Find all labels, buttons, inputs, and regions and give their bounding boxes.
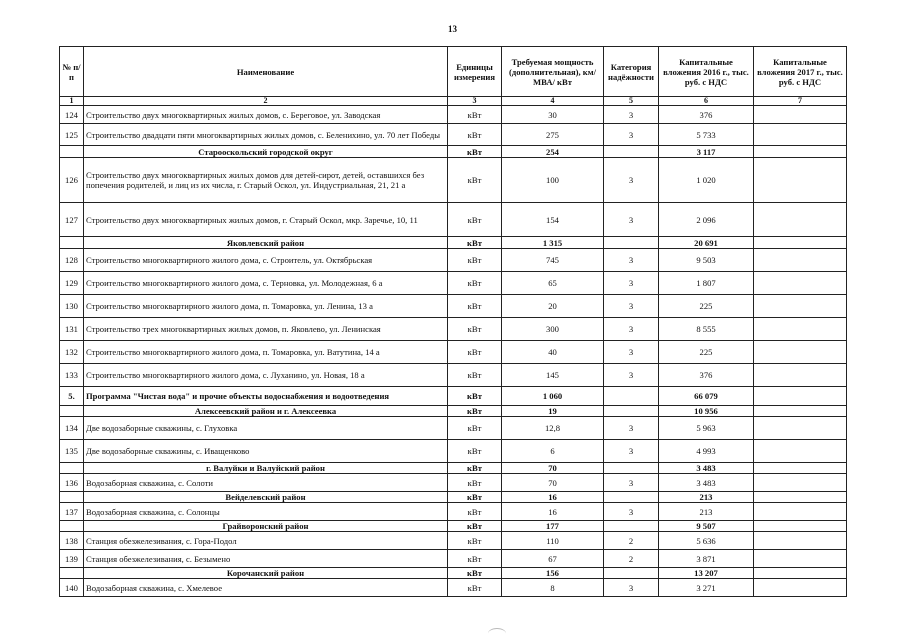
header-cap-2017: Капитальные вложения 2017 г., тыс. руб. с НДС	[754, 47, 847, 97]
row-cap-2016: 376	[659, 106, 754, 124]
header-cap-2016: Капитальные вложения 2016 г., тыс. руб. с НДС	[659, 47, 754, 97]
row-cap-2017	[754, 158, 847, 203]
row-power: 1 060	[502, 387, 604, 406]
table-row	[60, 440, 847, 463]
row-category: 3	[604, 158, 659, 203]
row-name: Строительство многоквартирного жилого дома, с. Терновка, ул. Молодежная, 6 а	[84, 272, 448, 295]
row-unit: кВт	[448, 203, 502, 237]
table-row	[60, 532, 847, 550]
row-unit: кВт	[448, 124, 502, 146]
row-number: 126	[60, 158, 84, 203]
row-name: Строительство двух многоквартирных жилых домов, с. Береговое, ул. Заводская	[84, 106, 448, 124]
row-cap-2016: 1 020	[659, 158, 754, 203]
row-power: 19	[502, 406, 604, 417]
row-number	[60, 568, 84, 579]
row-name: Строительство многоквартирного жилого дома, п. Томаровка, ул. Ленина, 13 а	[84, 295, 448, 318]
row-number	[60, 492, 84, 503]
row-name: Строительство трех многоквартирных жилых домов, п. Яковлево, ул. Ленинская	[84, 318, 448, 341]
row-cap-2016: 3 483	[659, 463, 754, 474]
row-name: Две водозаборные скважины, с. Глуховка	[84, 417, 448, 440]
row-name: Строительство многоквартирного жилого дома, с. Строитель, ул. Октябрьская	[84, 249, 448, 272]
row-power: 65	[502, 272, 604, 295]
row-name: Старооскольский городской округ	[84, 146, 448, 158]
row-power: 1 315	[502, 237, 604, 249]
row-cap-2016: 20 691	[659, 237, 754, 249]
row-unit: кВт	[448, 249, 502, 272]
row-unit: кВт	[448, 532, 502, 550]
row-name: Строительство двадцати пяти многоквартирных жилых домов, с. Беленихино, ул. 70 лет Победы	[84, 124, 448, 146]
row-cap-2016: 225	[659, 295, 754, 318]
row-number: 132	[60, 341, 84, 364]
row-cap-2017	[754, 579, 847, 597]
row-category: 3	[604, 318, 659, 341]
row-power: 8	[502, 579, 604, 597]
row-number: 131	[60, 318, 84, 341]
page-number: 13	[448, 24, 457, 34]
row-power: 177	[502, 521, 604, 532]
table-row	[60, 550, 847, 568]
table-row	[60, 158, 847, 203]
investment-table	[59, 46, 847, 597]
row-category: 3	[604, 474, 659, 492]
row-name: Алексеевский район и г. Алексеевка	[84, 406, 448, 417]
row-category: 3	[604, 503, 659, 521]
row-name: г. Валуйки и Валуйский район	[84, 463, 448, 474]
row-cap-2016: 4 993	[659, 440, 754, 463]
table-row	[60, 106, 847, 124]
row-power: 156	[502, 568, 604, 579]
row-power: 16	[502, 503, 604, 521]
row-unit: кВт	[448, 521, 502, 532]
row-number: 135	[60, 440, 84, 463]
row-cap-2016: 3 117	[659, 146, 754, 158]
row-cap-2017	[754, 503, 847, 521]
row-unit: кВт	[448, 146, 502, 158]
row-number: 134	[60, 417, 84, 440]
row-category: 2	[604, 550, 659, 568]
row-cap-2017	[754, 417, 847, 440]
row-power: 12,8	[502, 417, 604, 440]
row-cap-2016: 13 207	[659, 568, 754, 579]
row-number: 140	[60, 579, 84, 597]
row-cap-2016: 2 096	[659, 203, 754, 237]
row-unit: кВт	[448, 474, 502, 492]
column-number: 3	[448, 97, 502, 106]
column-number: 1	[60, 97, 84, 106]
header-power: Требуемая мощность (дополнительная), км/ МВА/ кВт	[502, 47, 604, 97]
table-row	[60, 417, 847, 440]
row-name: Грайворонский район	[84, 521, 448, 532]
row-unit: кВт	[448, 503, 502, 521]
row-unit: кВт	[448, 463, 502, 474]
row-category: 3	[604, 579, 659, 597]
column-number: 5	[604, 97, 659, 106]
row-cap-2017	[754, 106, 847, 124]
row-unit: кВт	[448, 579, 502, 597]
row-name: Строительство многоквартирного жилого дома, п. Томаровка, ул. Ватутина, 14 а	[84, 341, 448, 364]
row-name: Вейделевский район	[84, 492, 448, 503]
row-number: 139	[60, 550, 84, 568]
row-name: Строительство многоквартирного жилого дома, с. Луханино, ул. Новая, 18 а	[84, 364, 448, 387]
row-cap-2017	[754, 550, 847, 568]
subtotal-row	[60, 146, 847, 158]
header-category: Категория надёжности	[604, 47, 659, 97]
row-name: Корочанский район	[84, 568, 448, 579]
row-category	[604, 521, 659, 532]
row-power: 254	[502, 146, 604, 158]
row-cap-2016: 213	[659, 503, 754, 521]
table-row	[60, 124, 847, 146]
row-unit: кВт	[448, 568, 502, 579]
row-cap-2017	[754, 440, 847, 463]
row-unit: кВт	[448, 406, 502, 417]
row-cap-2017	[754, 146, 847, 158]
row-power: 16	[502, 492, 604, 503]
row-cap-2016: 66 079	[659, 387, 754, 406]
row-category	[604, 146, 659, 158]
row-number: 124	[60, 106, 84, 124]
row-cap-2017	[754, 568, 847, 579]
row-unit: кВт	[448, 158, 502, 203]
column-number: 6	[659, 97, 754, 106]
row-number: 136	[60, 474, 84, 492]
row-unit: кВт	[448, 106, 502, 124]
row-number	[60, 237, 84, 249]
row-name: Водозаборная скважина, с. Хмелевое	[84, 579, 448, 597]
row-unit: кВт	[448, 417, 502, 440]
row-category: 3	[604, 440, 659, 463]
row-power: 6	[502, 440, 604, 463]
row-category: 3	[604, 364, 659, 387]
row-category: 3	[604, 417, 659, 440]
row-number: 127	[60, 203, 84, 237]
row-number	[60, 521, 84, 532]
row-name: Станция обезжелезивания, с. Гора-Подол	[84, 532, 448, 550]
row-unit: кВт	[448, 440, 502, 463]
row-cap-2016: 376	[659, 364, 754, 387]
row-category: 3	[604, 106, 659, 124]
row-name: Две водозаборные скважины, с. Иващенково	[84, 440, 448, 463]
row-cap-2016: 10 956	[659, 406, 754, 417]
row-cap-2017	[754, 532, 847, 550]
column-number: 7	[754, 97, 847, 106]
table-row	[60, 203, 847, 237]
row-name: Водозаборная скважина, с. Солоти	[84, 474, 448, 492]
row-number: 125	[60, 124, 84, 146]
row-category: 2	[604, 532, 659, 550]
row-cap-2016: 5 636	[659, 532, 754, 550]
row-unit: кВт	[448, 341, 502, 364]
row-number: 5.	[60, 387, 84, 406]
row-number: 129	[60, 272, 84, 295]
row-power: 70	[502, 474, 604, 492]
row-category: 3	[604, 295, 659, 318]
row-number: 128	[60, 249, 84, 272]
row-cap-2017	[754, 295, 847, 318]
subtotal-row	[60, 463, 847, 474]
row-unit: кВт	[448, 295, 502, 318]
row-unit: кВт	[448, 237, 502, 249]
table-row	[60, 249, 847, 272]
header-name: Наименование	[84, 47, 448, 97]
row-category	[604, 387, 659, 406]
row-name: Водозаборная скважина, с. Солонцы	[84, 503, 448, 521]
table-row	[60, 341, 847, 364]
row-cap-2017	[754, 237, 847, 249]
row-power: 275	[502, 124, 604, 146]
program-row	[60, 387, 847, 406]
row-cap-2017	[754, 521, 847, 532]
row-cap-2016: 5 963	[659, 417, 754, 440]
row-name: Строительство двух многоквартирных жилых домов, г. Старый Оскол, мкр. Заречье, 10, 11	[84, 203, 448, 237]
table-row	[60, 295, 847, 318]
header-num: № п/п	[60, 47, 84, 97]
subtotal-row	[60, 237, 847, 249]
row-unit: кВт	[448, 492, 502, 503]
row-category: 3	[604, 203, 659, 237]
row-category	[604, 492, 659, 503]
row-category	[604, 568, 659, 579]
column-number: 4	[502, 97, 604, 106]
row-name: Яковлевский район	[84, 237, 448, 249]
row-category	[604, 463, 659, 474]
row-power: 70	[502, 463, 604, 474]
row-cap-2016: 9 503	[659, 249, 754, 272]
row-cap-2017	[754, 249, 847, 272]
row-cap-2017	[754, 203, 847, 237]
subtotal-row	[60, 406, 847, 417]
row-cap-2017	[754, 492, 847, 503]
row-name: Программа "Чистая вода" и прочие объекты водоснабжения и водоотведения	[84, 387, 448, 406]
row-cap-2016: 9 507	[659, 521, 754, 532]
row-name: Строительство двух многоквартирных жилых домов для детей-сирот, детей, оставшихся без попечения родителей, и лиц из их числа, г. Старый Оскол, ул. Индустриальная, 21, 21 а	[84, 158, 448, 203]
table-row	[60, 503, 847, 521]
row-cap-2016: 3 483	[659, 474, 754, 492]
table-row	[60, 474, 847, 492]
row-cap-2016: 5 733	[659, 124, 754, 146]
subtotal-row	[60, 521, 847, 532]
row-unit: кВт	[448, 272, 502, 295]
row-power: 110	[502, 532, 604, 550]
row-number: 138	[60, 532, 84, 550]
row-name: Станция обезжелезивания, с. Безымено	[84, 550, 448, 568]
row-cap-2017	[754, 463, 847, 474]
row-cap-2017	[754, 387, 847, 406]
row-cap-2017	[754, 364, 847, 387]
table-row	[60, 364, 847, 387]
row-power: 67	[502, 550, 604, 568]
column-number: 2	[84, 97, 448, 106]
row-cap-2016: 8 555	[659, 318, 754, 341]
row-power: 30	[502, 106, 604, 124]
row-cap-2016: 1 807	[659, 272, 754, 295]
row-cap-2017	[754, 474, 847, 492]
column-number-row	[60, 97, 847, 106]
row-category: 3	[604, 341, 659, 364]
row-cap-2016: 213	[659, 492, 754, 503]
header-unit: Единицы измерения	[448, 47, 502, 97]
row-number	[60, 463, 84, 474]
row-number: 137	[60, 503, 84, 521]
row-cap-2017	[754, 124, 847, 146]
subtotal-row	[60, 492, 847, 503]
table-row	[60, 579, 847, 597]
row-number	[60, 406, 84, 417]
row-number	[60, 146, 84, 158]
subtotal-row	[60, 568, 847, 579]
row-power: 745	[502, 249, 604, 272]
row-power: 100	[502, 158, 604, 203]
row-number: 130	[60, 295, 84, 318]
row-power: 154	[502, 203, 604, 237]
table-row	[60, 272, 847, 295]
row-unit: кВт	[448, 387, 502, 406]
row-cap-2016: 3 871	[659, 550, 754, 568]
row-category: 3	[604, 272, 659, 295]
header-row	[60, 47, 847, 97]
table-row	[60, 318, 847, 341]
row-power: 300	[502, 318, 604, 341]
row-category: 3	[604, 249, 659, 272]
row-unit: кВт	[448, 364, 502, 387]
row-unit: кВт	[448, 550, 502, 568]
row-category: 3	[604, 124, 659, 146]
row-cap-2017	[754, 318, 847, 341]
table-body	[60, 106, 847, 597]
row-power: 40	[502, 341, 604, 364]
row-power: 145	[502, 364, 604, 387]
page-edge-mark	[488, 628, 506, 639]
row-unit: кВт	[448, 318, 502, 341]
row-cap-2017	[754, 272, 847, 295]
row-cap-2017	[754, 406, 847, 417]
row-category	[604, 237, 659, 249]
row-category	[604, 406, 659, 417]
row-cap-2017	[754, 341, 847, 364]
row-power: 20	[502, 295, 604, 318]
row-number: 133	[60, 364, 84, 387]
row-cap-2016: 3 271	[659, 579, 754, 597]
row-cap-2016: 225	[659, 341, 754, 364]
